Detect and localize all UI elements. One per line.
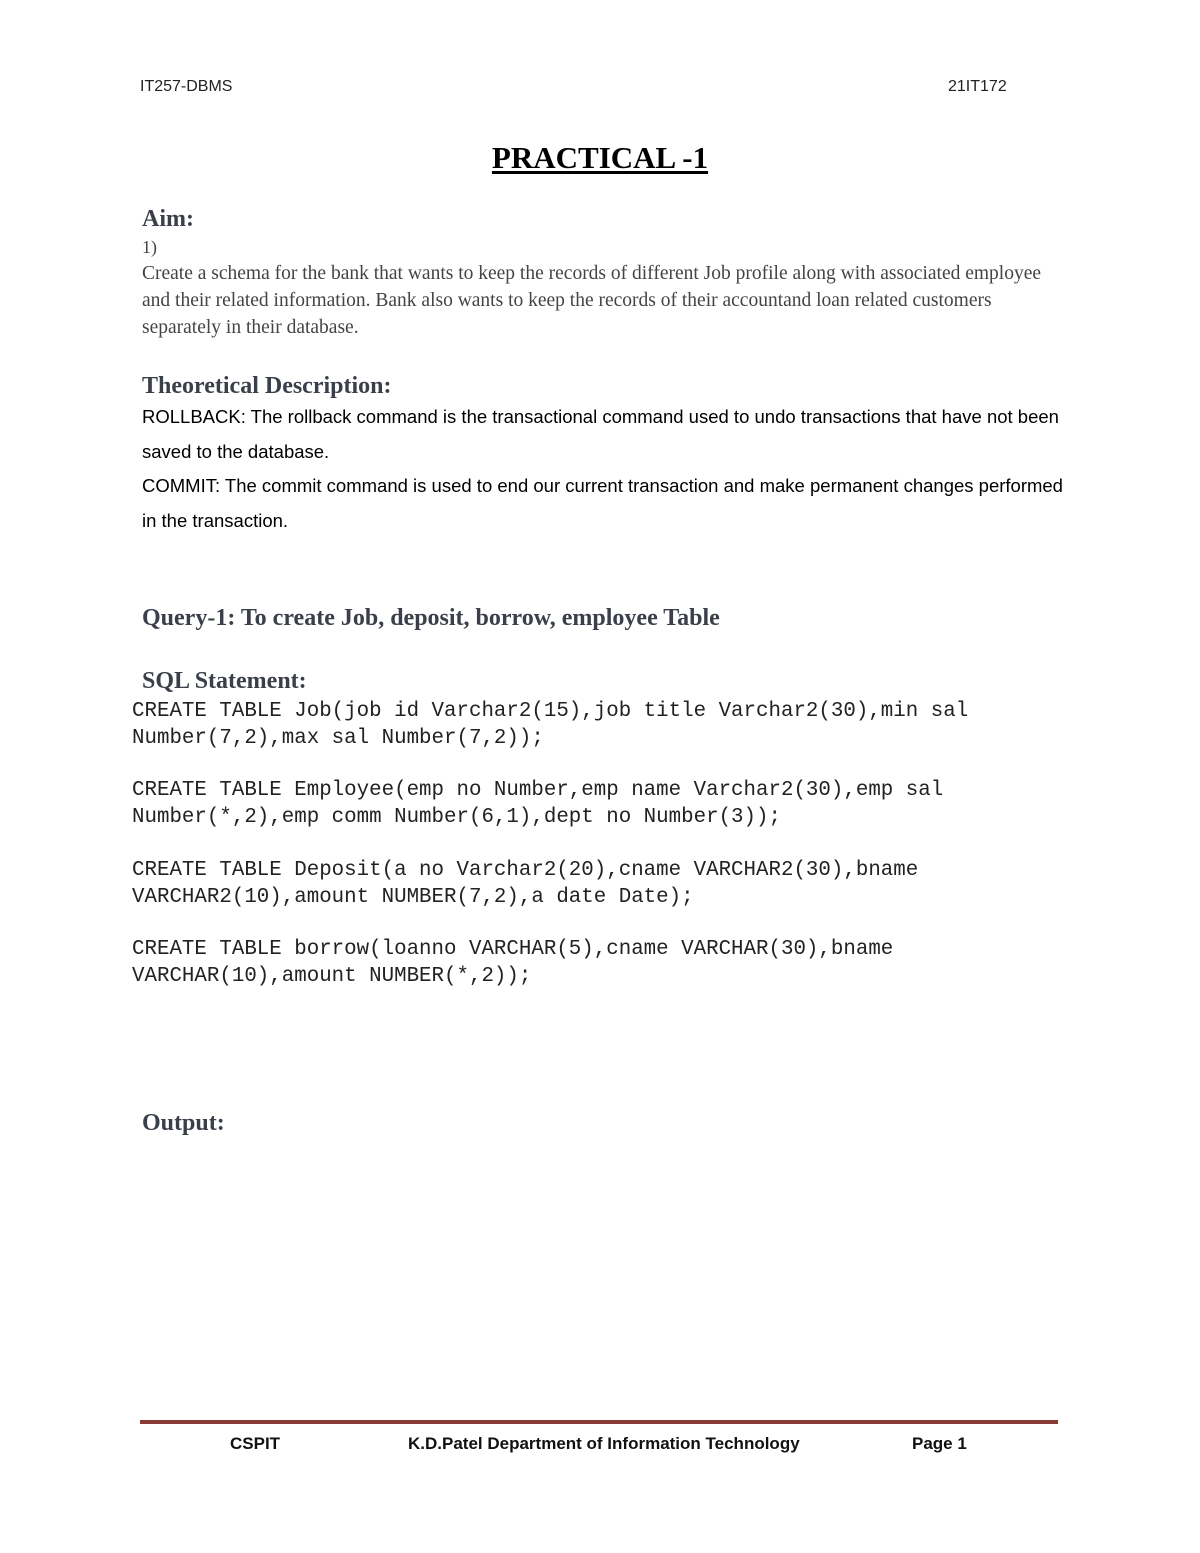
footer-divider [140, 1420, 1058, 1424]
aim-number: 1) [142, 237, 157, 257]
sql-heading: SQL Statement: [142, 668, 307, 694]
sql-statement-employee: CREATE TABLE Employee(emp no Number,emp name Varchar2(30),emp sal Number(*,2),emp comm Number(6,1),dept no Number(3)); [132, 779, 944, 829]
header-course-code: IT257-DBMS [140, 78, 233, 95]
header-student-id: 21IT172 [948, 78, 1007, 95]
sql-statement-job: CREATE TABLE Job(job id Varchar2(15),job title Varchar2(30),min sal Number(7,2),max sal Number(7,2)); [132, 700, 969, 750]
footer-department: K.D.Patel Department of Information Technology [408, 1434, 800, 1453]
query-heading: Query-1: To create Job, deposit, borrow, employee Table [142, 605, 720, 631]
rollback-description: ROLLBACK: The rollback command is the transactional command used to undo transactions that have not been saved to the database. [142, 406, 1059, 462]
footer-institute: CSPIT [230, 1434, 281, 1453]
sql-statement-borrow: CREATE TABLE borrow(loanno VARCHAR(5),cname VARCHAR(30),bname VARCHAR(10),amount NUMBER(*,2)); [132, 938, 894, 988]
footer-page-number: Page 1 [912, 1434, 967, 1453]
theory-heading: Theoretical Description: [142, 373, 392, 399]
sql-statement-deposit: CREATE TABLE Deposit(a no Varchar2(20),cname VARCHAR2(30),bname VARCHAR2(10),amount NUMBER(7,2),a date Date); [132, 859, 919, 909]
commit-description: COMMIT: The commit command is used to end our current transaction and make permanent changes performed in the transaction. [142, 475, 1063, 531]
page-title: PRACTICAL -1 [491, 140, 709, 175]
aim-heading: Aim: [142, 206, 194, 232]
aim-text: Create a schema for the bank that wants to keep the records of different Job profile along with associated employee and their related information. Bank also wants to keep the records of their accountand loan related customers separately in their database. [142, 263, 1042, 338]
output-heading: Output: [142, 1110, 225, 1136]
